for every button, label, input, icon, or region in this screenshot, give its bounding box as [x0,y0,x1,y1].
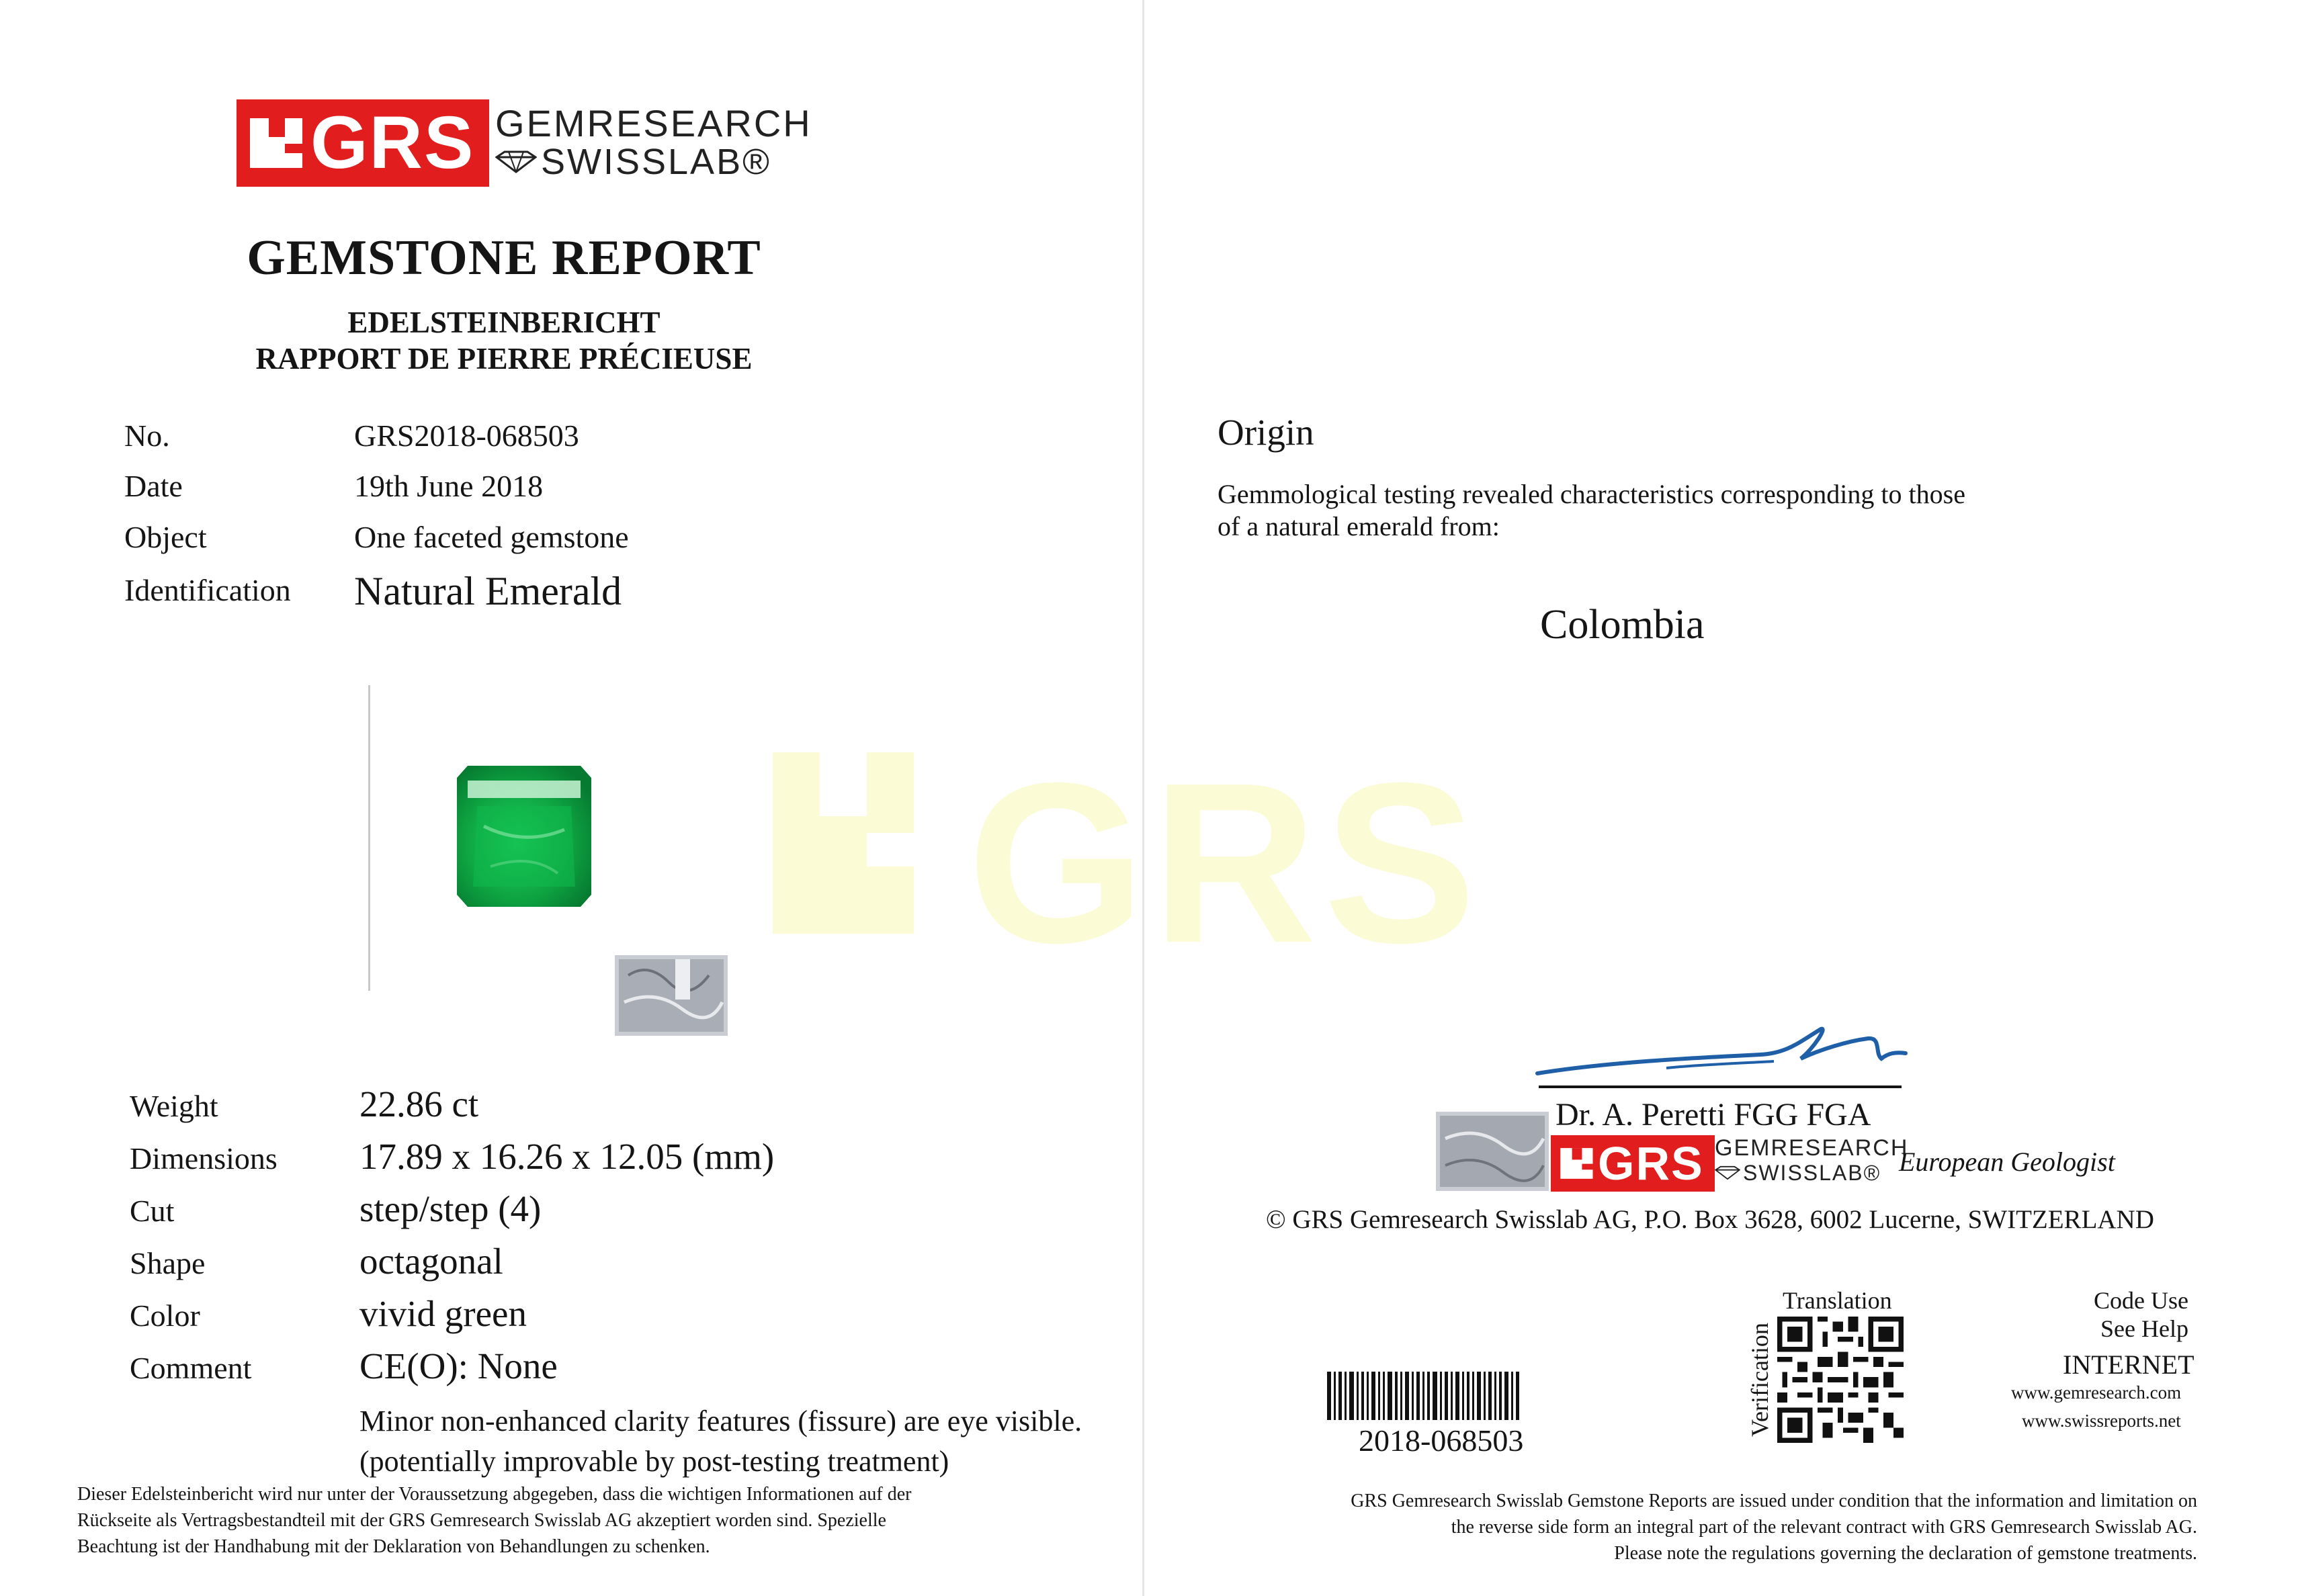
report-subtitle-de: EDELSTEINBERICHT [347,306,661,339]
no-label: No. [124,418,170,453]
disclaimer-en-line: GRS Gemresearch Swisslab Gemstone Reports are issued under condition that the information and limitation on [1351,1491,2197,1511]
color-label: Color [130,1298,200,1333]
grs-logo [237,99,489,187]
hologram-seal [615,955,728,1036]
signature-logo-line1: GEMRESEARCH [1715,1135,1909,1161]
swiss-cross-icon [1556,1141,1598,1186]
report-barcode [1327,1372,1522,1420]
cut-label: Cut [130,1194,175,1228]
photo-divider [368,685,370,991]
watermark: GRS [968,736,1483,991]
logo-line2: SWISSLAB® [541,142,771,182]
translation-label: Translation [1783,1287,1892,1314]
origin-text-line1: Gemmological testing revealed characteristics corresponding to those [1218,479,1965,509]
logo-line1: GEMRESEARCH [495,102,812,144]
cut-value: step/step (4) [359,1188,542,1229]
shape-value: octagonal [359,1241,503,1282]
url-swissreports[interactable]: www.swissreports.net [2022,1411,2181,1431]
signature-grs-logo [1551,1135,1715,1192]
report-title: GEMSTONE REPORT [247,230,761,285]
signature-line [1539,1085,1902,1088]
logo-mark: GRS [310,101,475,184]
code-use: Code Use [2094,1287,2188,1314]
color-value: vivid green [359,1293,527,1334]
weight-value: 22.86 ct [359,1083,479,1124]
signature-logo-line2-group [1715,1162,1881,1184]
signer-title: European Geologist [1899,1147,2115,1177]
dimensions-label: Dimensions [130,1141,278,1176]
swiss-cross-icon [243,106,310,180]
diamond-icon [1715,1165,1740,1180]
disclaimer-en-line: the reverse side form an integral part of the relevant contract with GRS Gemresearch Swisslab AG. [1451,1517,2197,1538]
object-value: One faceted gemstone [354,520,629,554]
signature-image [1532,1014,1908,1088]
shape-label: Shape [130,1246,206,1280]
dimensions-value: 17.89 x 16.26 x 12.05 (mm) [359,1136,775,1177]
disclaimer-de-line: Rückseite als Vertragsbestandteil mit der GRS Gemresearch Swisslab AG akzeptiert worden sind. Spezielle [77,1510,886,1531]
comment-line2: Minor non-enhanced clarity features (fissure) are eye visible. [359,1405,1082,1437]
disclaimer-en [1176,1488,2197,1566]
report-subtitle-fr: RAPPORT DE PIERRE PRÉCIEUSE [255,342,753,375]
verification-label: Verification [1746,1323,1773,1437]
disclaimer-en-line: Please note the regulations governing the declaration of gemstone treatments. [1614,1543,2197,1564]
qr-code[interactable] [1777,1317,1904,1443]
identification-label: Identification [124,573,291,607]
emerald-photo [457,766,591,907]
comment-value: CE(O): None [359,1345,558,1386]
comment-label: Comment [130,1351,252,1385]
signer-name: Dr. A. Peretti FGG FGA [1556,1097,1871,1133]
watermark-cross-icon [773,752,914,934]
see-help: See Help [2100,1315,2188,1342]
company-address: © GRS Gemresearch Swisslab AG, P.O. Box 3628, 6002 Lucerne, SWITZERLAND [1266,1205,2154,1234]
no-value: GRS2018-068503 [354,418,579,453]
date-value: 19th June 2018 [354,469,544,503]
weight-label: Weight [130,1089,218,1123]
origin-country: Colombia [1540,602,1705,648]
signature-hologram-seal [1436,1112,1549,1191]
identification-value: Natural Emerald [354,569,622,613]
disclaimer-de-line: Dieser Edelsteinbericht wird nur unter der Voraussetzung abgegeben, dass die wichtigen Informationen auf der [77,1484,912,1505]
date-label: Date [124,469,183,503]
disclaimer-de-line: Beachtung ist der Handhabung mit der Deklaration von Behandlungen zu schenken. [77,1536,710,1557]
origin-text-line2: of a natural emerald from: [1218,511,1500,541]
logo-line2-group [495,144,771,180]
disclaimer-de [77,1481,1119,1560]
url-gemresearch[interactable]: www.gemresearch.com [2011,1382,2182,1403]
diamond-icon [495,150,537,173]
internet-label: INTERNET [2063,1349,2195,1380]
signature-logo-line2: SWISSLAB® [1743,1161,1881,1185]
comment-line3: (potentially improvable by post-testing treatment) [359,1445,949,1478]
object-label: Object [124,520,207,554]
origin-heading: Origin [1218,412,1314,453]
signature-logo-mark: GRS [1598,1137,1704,1190]
barcode-number: 2018-068503 [1359,1423,1524,1458]
